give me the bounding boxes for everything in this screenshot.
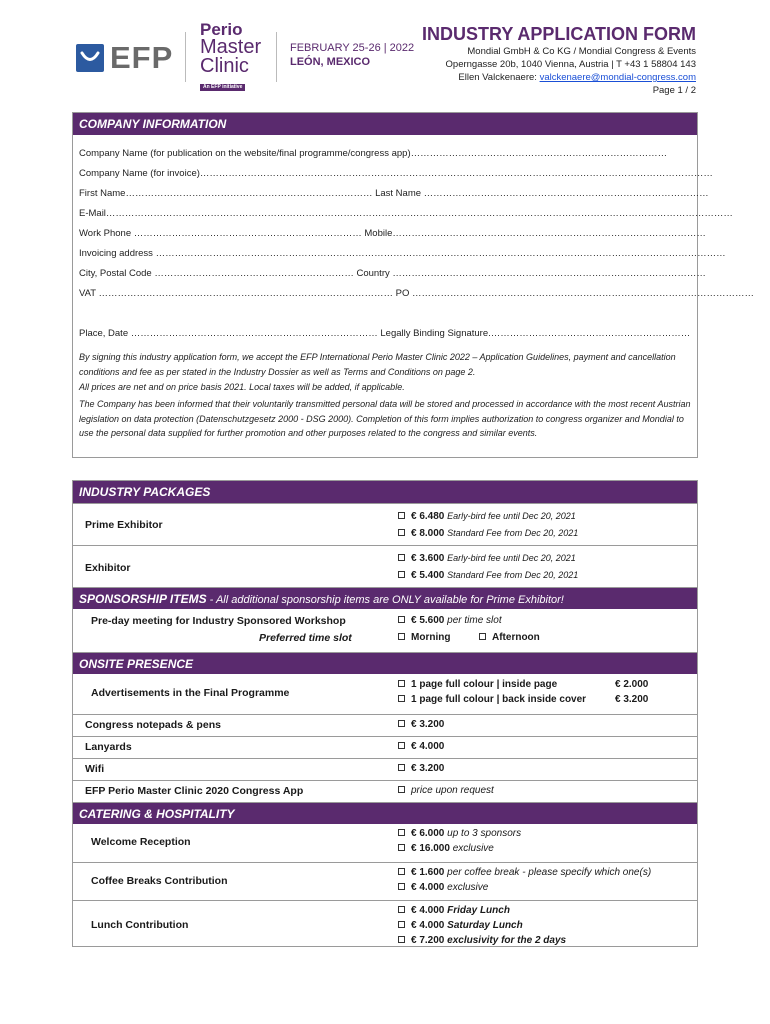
- ads-inside-page-option[interactable]: 1 page full colour | inside page: [398, 679, 557, 690]
- perio-logo-badge: An EFP initiative: [200, 84, 245, 91]
- checkbox[interactable]: [398, 633, 405, 640]
- company-name-publication-field[interactable]: Company Name (for publication on the website/final programme/congress app)………………………………………………………………………: [79, 148, 668, 159]
- checkbox[interactable]: [398, 680, 405, 687]
- checkbox[interactable]: [398, 512, 405, 519]
- afternoon-option[interactable]: Afternoon: [479, 632, 540, 643]
- efp-logo: [76, 40, 173, 76]
- perio-master-clinic-logo: [200, 22, 261, 91]
- notepads-label: Congress notepads & pens: [85, 719, 221, 731]
- event-date: FEBRUARY 25-26 | 2022: [290, 42, 415, 54]
- data-protection-note: The Company has been informed that their voluntarily transmitted personal data will be stored and processed in accordance with the most recent Austrian legislation on data protection (Datenschutzgesetz 2000 - DSG 2000). Completion of this form implies authorization to congress organizer and Mondial to use the personal data supplied for further promotion and other purposes related to the congress and similar events.: [79, 399, 691, 438]
- place-date-signature-field[interactable]: Place, Date …………………………………………………………………… Legally Binding Signature.………………………………………………………: [79, 328, 691, 339]
- ads-back-cover-option[interactable]: 1 page full colour | back inside cover: [398, 694, 586, 705]
- prime-standard-option[interactable]: € 8.000 Standard Fee from Dec 20, 2021: [398, 528, 578, 539]
- lanyards-label: Lanyards: [85, 741, 132, 753]
- company-information-section: [72, 112, 755, 458]
- lanyards-row: [73, 736, 697, 758]
- wifi-option[interactable]: € 3.200: [398, 763, 444, 774]
- checkbox[interactable]: [398, 936, 405, 943]
- checkbox[interactable]: [479, 633, 486, 640]
- page-number: Page 1 / 2: [652, 85, 696, 96]
- checkbox[interactable]: [398, 921, 405, 928]
- section-heading: INDUSTRY PACKAGES: [73, 481, 697, 503]
- phone-field[interactable]: Work Phone ……………………………………………………………… Mobile………………………………………………………………………………………: [79, 228, 706, 239]
- sponsorship-heading: SPONSORSHIP ITEMS: [79, 592, 207, 606]
- congress-app-option[interactable]: price upon request: [398, 785, 494, 796]
- terms-note: By signing this industry application form, we accept the EFP International Perio Master Clinic 2022 – Application Guidelines, payment and cancellation conditions and fee as per stated in the Industry Dossier as well as Terms and Conditions on page 2.: [79, 352, 676, 377]
- email-field[interactable]: E-Mail………………………………………………………………………………………………………………………………………………………………………………: [79, 208, 733, 219]
- efp-smile-icon: [76, 44, 104, 72]
- organizer-company: Mondial GmbH & Co KG / Mondial Congress & Events: [467, 46, 696, 57]
- invoicing-address-field[interactable]: Invoicing address ………………………………………………………………………………………………………………………………………………………………: [79, 248, 726, 259]
- name-field[interactable]: First Name…………………………………………………………………… Last Name ………………………………………………………………………………: [79, 188, 709, 199]
- congress-app-row: [73, 780, 697, 802]
- lanyards-option[interactable]: € 4.000: [398, 741, 444, 752]
- checkbox[interactable]: [398, 829, 405, 836]
- workshop-label: Pre-day meeting for Industry Sponsored Workshop: [91, 615, 346, 627]
- notepads-option[interactable]: € 3.200: [398, 719, 444, 730]
- sponsorship-subheading: - All additional sponsorship items are ONLY available for Prime Exhibitor!: [206, 594, 564, 606]
- lunch-exclusive-option[interactable]: € 7.200 exclusivity for the 2 days: [398, 935, 566, 946]
- section-heading: COMPANY INFORMATION: [73, 113, 697, 135]
- section-heading: CATERING & HOSPITALITY: [73, 802, 697, 824]
- lunch-label: Lunch Contribution: [91, 919, 189, 931]
- preferred-slot-label: Preferred time slot: [259, 632, 352, 644]
- checkbox[interactable]: [398, 868, 405, 875]
- checkbox[interactable]: [398, 720, 405, 727]
- lunch-row: [73, 900, 697, 952]
- checkbox[interactable]: [398, 695, 405, 702]
- ads-inside-page-price: € 2.000: [615, 679, 649, 690]
- prime-earlybird-option[interactable]: € 6.480 Early-bird fee until Dec 20, 2021: [398, 511, 576, 522]
- checkbox[interactable]: [398, 616, 405, 623]
- perio-logo-line2: Master: [200, 36, 262, 59]
- organizer-contact: [458, 72, 696, 83]
- notepads-row: [73, 714, 697, 736]
- exhibitor-standard-option[interactable]: € 5.400 Standard Fee from Dec 20, 2021: [398, 570, 578, 581]
- prime-exhibitor-row: [73, 503, 697, 545]
- company-name-invoice-field[interactable]: Company Name (for invoice)………………………………………………………………………………………………………………………………………………: [79, 168, 713, 179]
- city-country-field[interactable]: City, Postal Code ……………………………………………………… Country ………………………………………………………………………………………: [79, 268, 706, 279]
- welcome-reception-label: Welcome Reception: [91, 836, 191, 848]
- section-heading: ONSITE PRESENCE: [73, 652, 697, 674]
- welcome-exclusive-option[interactable]: € 16.000 exclusive: [398, 843, 494, 854]
- contact-email-link[interactable]: valckenaere@mondial-congress.com: [539, 72, 696, 83]
- ads-back-cover-price: € 3.200: [615, 694, 649, 705]
- congress-app-label: EFP Perio Master Clinic 2020 Congress App: [85, 785, 304, 797]
- coffee-breaks-label: Coffee Breaks Contribution: [91, 875, 228, 887]
- coffee-breaks-row: [73, 862, 697, 900]
- exhibitor-earlybird-option[interactable]: € 3.600 Early-bird fee until Dec 20, 2021: [398, 553, 576, 564]
- perio-logo-line1: Perio: [200, 20, 243, 39]
- prime-exhibitor-label: Prime Exhibitor: [85, 519, 163, 531]
- workshop-option[interactable]: € 5.600 per time slot: [398, 615, 502, 626]
- exhibitor-row: [73, 545, 697, 587]
- logo-divider: [185, 32, 186, 82]
- advertisements-row: [73, 674, 697, 714]
- checkbox[interactable]: [398, 529, 405, 536]
- logo-divider: [276, 32, 277, 82]
- form-title: INDUSTRY APPLICATION FORM: [422, 24, 696, 44]
- advertisements-label: Advertisements in the Final Programme: [91, 687, 290, 699]
- page-header: [0, 0, 770, 105]
- efp-logo-text: EFP: [110, 40, 174, 75]
- welcome-reception-row: [73, 824, 697, 862]
- morning-option[interactable]: Morning: [398, 632, 450, 643]
- prices-note: All prices are net and on price basis 2021. Local taxes will be added, if applicable.: [79, 382, 405, 392]
- coffee-per-break-option[interactable]: € 1.600 per coffee break - please specify which one(s): [398, 867, 651, 878]
- perio-logo-line3: Clinic: [200, 55, 249, 78]
- workshop-row: [73, 609, 697, 652]
- lunch-friday-option[interactable]: € 4.000 Friday Lunch: [398, 905, 510, 916]
- welcome-shared-option[interactable]: € 6.000 up to 3 sponsors: [398, 828, 521, 839]
- checkbox[interactable]: [398, 844, 405, 851]
- checkbox[interactable]: [398, 571, 405, 578]
- checkbox[interactable]: [398, 764, 405, 771]
- checkbox[interactable]: [398, 786, 405, 793]
- wifi-row: [73, 758, 697, 780]
- coffee-exclusive-option[interactable]: € 4.000 exclusive: [398, 882, 488, 893]
- section-heading: [73, 587, 697, 609]
- checkbox[interactable]: [398, 554, 405, 561]
- checkbox[interactable]: [398, 883, 405, 890]
- checkbox[interactable]: [398, 742, 405, 749]
- event-city: LEÓN, MEXICO: [290, 56, 371, 68]
- organizer-address: Operngasse 20b, 1040 Vienna, Austria | T +43 1 58804 143: [445, 59, 696, 70]
- exhibitor-label: Exhibitor: [85, 562, 131, 574]
- vat-po-field[interactable]: VAT ………………………………………………………………………………… PO ………………………………………………………………………………………………: [79, 288, 755, 299]
- wifi-label: Wifi: [85, 763, 105, 775]
- lunch-saturday-option[interactable]: € 4.000 Saturday Lunch: [398, 920, 523, 931]
- packages-section: [72, 480, 698, 947]
- contact-name: Ellen Valckenaere:: [458, 72, 540, 83]
- checkbox[interactable]: [398, 906, 405, 913]
